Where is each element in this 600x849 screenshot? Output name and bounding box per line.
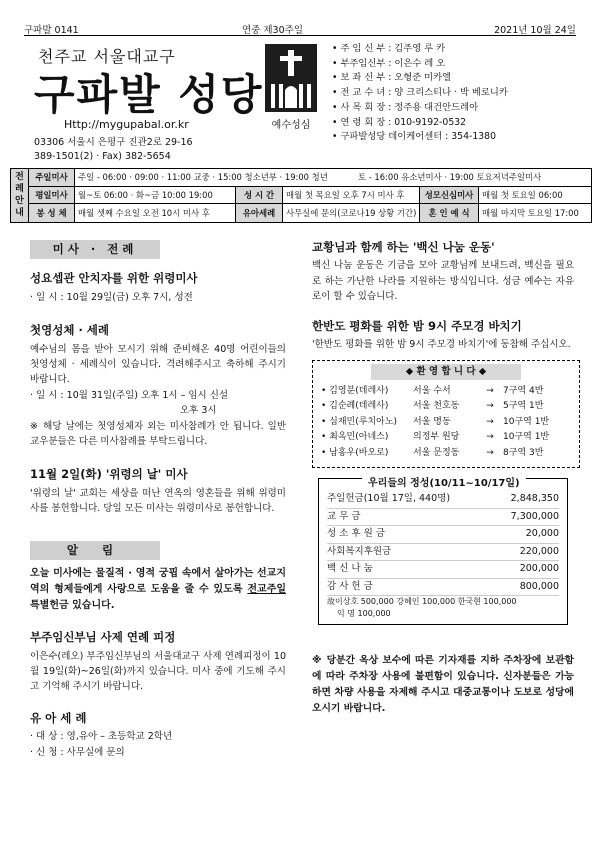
liturgy-schedule-table (10, 168, 592, 223)
arrow-icon: → (486, 432, 494, 443)
parish-logo-block (24, 40, 324, 164)
schedule-header-cell: 성 시 간 (235, 187, 283, 204)
schedule-header-cell: 유아세례 (235, 204, 283, 222)
welcome-title-text: 환 영 합 니 다 (416, 366, 476, 378)
offering-row (327, 544, 559, 562)
parish-address (34, 136, 193, 164)
offering-label: 교 무 금 (327, 510, 361, 522)
first-communion-body: 예수님의 몸을 받아 모시기 위해 준비해온 40명 어린이들의 첫영성체 · 세례식이 있습니다. 격려해주시고 축하해 주시기 바랍니다. (30, 343, 286, 386)
offering-amount: 2,848,350 (510, 493, 559, 505)
offering-amount: 7,300,000 (510, 510, 559, 522)
schedule-cell: 매월 첫 토요일 06:00 (482, 189, 563, 200)
address-line: 03306 서울시 은평구 진관2로 29-16 (34, 137, 193, 148)
schedule-header-cell: 평일미사 (29, 187, 75, 204)
schedule-row (29, 187, 591, 205)
schedule-header-cell: 주일미사 (29, 169, 75, 186)
first-communion-title: 첫영성체 · 세례 (30, 323, 110, 338)
newcomer-name: • 심재민(루치아노) (321, 416, 398, 427)
issue-number: 구파발 0141 (24, 25, 79, 36)
staff-item: • 사 목 회 장 : 정주용 대건안드레아 (332, 101, 582, 116)
notice-emphasis: 전교주일 (247, 584, 287, 596)
welcome-row (313, 430, 579, 446)
church-icon (265, 44, 317, 112)
notice-text: 특별헌금 있습니다. (30, 600, 115, 612)
welcome-box (312, 360, 580, 468)
offering-donors: 故이상호 500,000 강혜인 100,000 한국현 100,000 (327, 597, 517, 607)
mass-section-header: 미사 · 전례 (30, 240, 160, 259)
schedule-cell: 매월 첫 목요일 오후 7시 미사 후 (286, 189, 405, 200)
notice-text: 오늘 미사에는 물질적 · 영적 궁핍 속에서 살아가는 선교지역의 형제들에게 사랑으로 도움을 줄 수 있도록 (30, 568, 286, 596)
diamond-icon: ◆ (405, 366, 417, 378)
notice-header-wrap (30, 541, 286, 560)
memorial-mass-date: · 일 시 : 10월 29일(금) 오후 7시, 성전 (30, 291, 193, 303)
staff-item: • 부주임신부 : 이은수 레 오 (332, 57, 582, 72)
right-column (312, 240, 574, 717)
first-communion-time: 오후 3시 (180, 405, 217, 417)
schedule-cell: 사무실에 문의(코로나19 상황 기간) (286, 207, 417, 218)
staff-item: • 전 교 수 녀 : 양 크리스티나 · 박 베로니카 (332, 86, 582, 101)
schedule-header-cell: 성모신심미사 (419, 187, 479, 204)
newcomer-origin: 서울 문정동 (413, 447, 460, 458)
vaccine-sharing-body: 백신 나눔 운동은 기금을 모아 교황님께 보내드려, 백신을 필요로 하는 가난한 나라를 지원하는 방식입니다. 성금 예수는 자유로이 할 수 있습니다. (312, 260, 574, 303)
mission-sunday-notice (30, 566, 286, 614)
masthead-bar (24, 22, 576, 36)
offering-amount: 200,000 (519, 563, 559, 575)
infant-baptism-apply: · 신 청 : 사무실에 문의 (30, 746, 125, 758)
schedule-side-label: 전례안내 (11, 169, 29, 222)
newcomer-district: 10구역 1반 (503, 432, 550, 443)
newcomer-name: • 김순례(데레사) (321, 401, 389, 412)
staff-item: • 주 임 신 부 : 김주영 루 카 (332, 42, 582, 57)
priest-retreat-body: 이은수(레오) 부주임신부님의 서울대교구 사제 연례피정이 10월 19일(화)~26일(화)까지 있습니다. 미사 중에 기도해 주시고 기억해 주시기 바랍니다. (30, 650, 286, 693)
newcomer-origin: 서울 천호동 (413, 401, 460, 412)
arrow-icon: → (486, 385, 494, 396)
welcome-row (313, 415, 579, 431)
parish-name: 구파발 성당 (34, 70, 264, 119)
arrow-icon: → (486, 447, 494, 458)
all-souls-mass-body: '위령의 날' 교회는 세상을 떠난 연옥의 영혼들을 위해 위령미사를 봉헌합니다. 당일 모든 미사는 위령미사로 봉헌합니다. (30, 487, 286, 515)
diocese-name: 천주교 서울대교구 (38, 47, 176, 66)
notice-header: 알 림 (30, 541, 160, 560)
staff-list (332, 42, 582, 145)
offering-row (327, 561, 559, 579)
offerings-table (318, 478, 568, 625)
issue-date: 2021년 10월 24일 (494, 25, 576, 36)
staff-item: • 구파발성당 데이케어센터 : 354-1380 (332, 130, 582, 145)
infant-baptism-title: 유 아 세 례 (30, 710, 87, 725)
newcomer-district: 7구역 4반 (503, 385, 544, 396)
schedule-cell: 매월 마지막 토요일 17:00 (482, 207, 579, 218)
arrow-icon: → (486, 401, 494, 412)
offering-amount: 220,000 (519, 545, 559, 557)
newcomer-district: 5구역 1반 (503, 401, 544, 412)
offering-anonymous: 익 명 100,000 (337, 609, 391, 619)
emblem-caption: 예수성심 (271, 120, 311, 131)
newcomer-name: • 김영분(데레사) (321, 385, 389, 396)
welcome-row (313, 446, 579, 462)
offering-row (327, 526, 559, 544)
first-communion-note: ※ 해당 날에는 첫영성체자 외는 미사참례가 안 됩니다. 일반 교우분들은 다른 미사참례를 부탁드립니다. (30, 420, 286, 448)
priest-retreat-title: 부주임신부님 사제 연례 피정 (30, 630, 176, 645)
welcome-row (313, 399, 579, 415)
staff-item: • 연 령 회 장 : 010-9192-0532 (332, 116, 582, 131)
newcomer-district: 8구역 3반 (503, 447, 544, 458)
schedule-header-cell: 봉 성 체 (29, 204, 75, 222)
infant-baptism-target: · 대 상 : 영,유아 – 초등학교 2학년 (30, 731, 173, 743)
schedule-cell: 월~토 06:00 · 화~금 10:00 19:00 (78, 189, 213, 200)
offering-label: 감 사 헌 금 (327, 580, 373, 592)
welcome-title (371, 364, 521, 379)
arrow-icon: → (486, 416, 494, 427)
offering-label: 성 소 후 원 금 (327, 528, 385, 540)
parish-url[interactable]: Http://mygupabal.or.kr (64, 118, 189, 131)
staff-item: • 보 좌 신 부 : 오형준 미카엘 (332, 71, 582, 86)
schedule-cell: 주일 - 06:00 · 09:00 · 11:00 교중 · 15:00 청소년부 · 19:00 청년 (78, 172, 328, 183)
newcomer-name: • 남홍우(바오로) (321, 447, 389, 458)
parking-notice: ※ 당분간 옥상 보수에 따른 기자재를 지하 주차장에 보관함에 따라 주차장 사용에 불편함이 있습니다. 신자분들은 가능하면 차량 사용을 자제해 주시고 대중교통이나 도보로 성당에 오시기 바랍니다. (312, 655, 574, 715)
offerings-block (312, 478, 574, 625)
all-souls-mass-title: 11월 2일(화) '위령의 날' 미사 (30, 467, 188, 482)
liturgical-week: 연중 제30주일 (242, 25, 303, 36)
first-communion-date: · 일 시 : 10월 31일(주일) 오후 1시 – 임시 신설 (30, 389, 229, 401)
peace-prayer-title: 한반도 평화를 위한 밤 9시 주모경 바치기 (312, 318, 522, 333)
offering-label: 주일헌금(10월 17일, 440명) (327, 493, 451, 505)
newcomer-district: 10구역 1반 (503, 416, 550, 427)
schedule-cell: 토 - 16:00 유소년미사 · 19:00 토요저녁주일미사 (358, 172, 542, 183)
newcomer-origin: 의정부 원당 (413, 432, 460, 443)
schedule-cell: 매월 셋째 수요일 오전 10시 미사 후 (78, 207, 210, 218)
offerings-title: 우리들의 정성(10/11~10/17일) (362, 476, 526, 491)
left-column (30, 240, 286, 760)
newcomer-name: • 최옥민(아네스) (321, 432, 389, 443)
schedule-row (29, 204, 591, 222)
offering-row (327, 491, 559, 509)
offering-row (327, 579, 559, 597)
offering-label: 백 신 나 눔 (327, 563, 373, 575)
schedule-header-cell: 혼 인 예 식 (419, 204, 479, 222)
peace-prayer-body: '한반도 평화를 위한 밤 9시 주모경 바치기'에 동참해 주십시오. (312, 339, 571, 351)
phone-line: 389-1501(2) · Fax) 382-5654 (34, 151, 171, 162)
offering-label: 사회복지후원금 (327, 545, 392, 557)
offering-amount: 800,000 (519, 580, 559, 592)
schedule-row (29, 169, 591, 187)
welcome-row (313, 384, 579, 400)
memorial-mass-title: 성요셉관 안치자를 위한 위령미사 (30, 271, 198, 286)
sacred-heart-emblem (260, 44, 322, 134)
diamond-icon: ◆ (475, 366, 487, 378)
offering-row (327, 509, 559, 527)
newcomer-origin: 서울 명동 (413, 416, 451, 427)
vaccine-sharing-title: 교황님과 함께 하는 '백신 나눔 운동' (312, 240, 495, 254)
newcomer-origin: 서울 수서 (413, 385, 451, 396)
offering-amount: 20,000 (525, 528, 559, 540)
